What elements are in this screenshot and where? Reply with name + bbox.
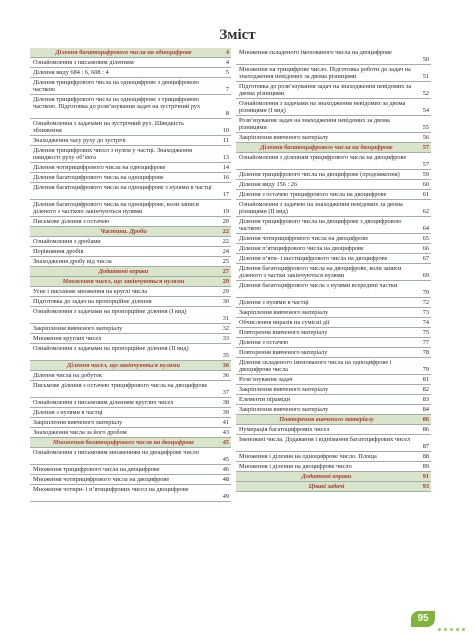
toc-entry-title: Ознайомлення з задачами на знаходження невідомих за двома різницями (I вид) [239, 100, 406, 115]
toc-entry-title: Підготовка до розв’язування задач на знаходження невідомих за двома різницями [239, 83, 412, 98]
toc-entry-title: Закріплення вивченого матеріалу [239, 134, 329, 141]
toc-entry [236, 405, 431, 415]
toc-entry [30, 146, 231, 163]
toc-entry-title: Множення і ділення на одноцифрове число. Площа [239, 453, 377, 460]
toc-entry-title: Ознайомлення з задачами на пропорційне ділення (II вид) [33, 345, 189, 352]
toc-entry-title: Повторення вивченого матеріалу [279, 416, 374, 423]
toc-entry-page: 10 [222, 126, 229, 134]
toc-entry-page: 43 [222, 428, 229, 436]
toc-entry-title: Ділення з остачею трицифрового числа на двоцифрове [239, 191, 387, 198]
toc-entry-page: 57 [422, 143, 429, 151]
toc-entry-page: 54 [422, 106, 429, 114]
toc-entry [30, 136, 231, 146]
toc-entry [236, 338, 431, 348]
toc-right-column [236, 48, 431, 492]
toc-entry [236, 264, 431, 281]
toc-entry-page: 38 [222, 398, 229, 406]
toc-entry [236, 328, 431, 338]
toc-entry [236, 99, 431, 116]
toc-entry-title: Ділення багатоцифрового числа на одноцифрове [55, 49, 192, 56]
toc-entry-title: Додаткові вправи [98, 268, 149, 275]
toc-entry [236, 435, 431, 452]
toc-entry-title: Повторення вивченого матеріалу [239, 329, 328, 336]
toc-entry-page: 32 [222, 324, 229, 332]
toc-entry [30, 183, 231, 200]
toc-entry-page: 55 [422, 123, 429, 131]
toc-entry-title: Ознайомлення з письмовим діленням [33, 59, 134, 66]
toc-entry [236, 254, 431, 264]
toc-entry [236, 298, 431, 308]
toc-entry-page: 36 [222, 371, 229, 379]
toc-entry-title: Елементи піраміди [239, 396, 290, 403]
toc-entry [236, 281, 431, 298]
toc-entry-title: Ділення числа на добуток [33, 372, 103, 379]
toc-entry-title: Ознайомлення з письмовим множенням на двоцифрове число [33, 449, 199, 456]
toc-section-heading [236, 472, 431, 482]
toc-entry-page: 45 [222, 438, 229, 446]
toc-entry-page: 70 [422, 288, 429, 296]
toc-entry-page: 88 [422, 452, 429, 460]
toc-entry [30, 485, 231, 502]
toc-entry-title: Множення чотири- і п’ятицифрових чисел на двоцифрове [33, 486, 189, 493]
toc-entry [236, 358, 431, 375]
toc-entry-page: 59 [422, 170, 429, 178]
toc-entry-title: Ділення виду 684 : 6, 608 : 4 [33, 69, 109, 76]
toc-entry [30, 217, 231, 227]
toc-entry [30, 297, 231, 307]
toc-entry-title: Письмове ділення з остачею трицифрового числа на двоцифрове [33, 382, 208, 389]
toc-entry [236, 153, 431, 170]
decorative-dots [438, 618, 468, 622]
toc-entry-page: 20 [222, 217, 229, 225]
toc-entry [30, 95, 231, 119]
toc-entry-title: Ділення трицифрового числа на двоцифрове (продовження) [239, 171, 400, 178]
toc-entry-page: 89 [422, 462, 429, 470]
toc-entry-title: Множення чисел, що закінчуються нулями [62, 278, 185, 285]
toc-entry-page: 39 [222, 408, 229, 416]
toc-section-heading [30, 267, 231, 277]
toc-entry-title: Ділення трицифрового числа на одноцифрове з трицифровою часткою. Підготовка до розв’язування задач на зустрічний рух [33, 96, 201, 111]
toc-entry [30, 344, 231, 361]
toc-section-heading [30, 361, 231, 371]
toc-entry-page: 83 [422, 395, 429, 403]
toc-entry-page: 29 [222, 277, 229, 285]
toc-entry [30, 200, 231, 217]
toc-entry-title: Ділення п’ятицифрового числа на двоцифрове [239, 245, 364, 252]
toc-entry [236, 395, 431, 405]
toc-entry [236, 244, 431, 254]
toc-entry-page: 22 [222, 237, 229, 245]
toc-entry-page: 81 [422, 375, 429, 383]
toc-entry-page: 5 [225, 68, 229, 76]
toc-entry-page: 30 [222, 297, 229, 305]
toc-entry-title: Ознайомлення з письмовим діленням круглих чисел [33, 399, 174, 406]
toc-entry-title: Ділення п’яти- і шестицифрового числа на двоцифрове [239, 255, 388, 262]
toc-entry-title: Ознайомлення з задачами на зустрічний рух. Швидкість зближення [33, 120, 184, 135]
toc-entry-page: 67 [422, 254, 429, 262]
toc-entry-page: 37 [222, 388, 229, 396]
toc-entry-title: Ділення з остачею [239, 339, 289, 346]
toc-entry [236, 133, 431, 143]
toc-entry-page: 69 [422, 271, 429, 279]
toc-entry-page: 29 [222, 287, 229, 295]
toc-entry [30, 381, 231, 398]
toc-entry-title: Закріплення вивченого матеріалу [239, 406, 329, 413]
toc-entry-page: 11 [222, 136, 229, 144]
toc-entry-page: 27 [222, 267, 229, 275]
toc-entry-page: 79 [422, 365, 429, 373]
toc-entry-page: 56 [422, 133, 429, 141]
toc-entry-title: Розв’язування задач на знаходження невідомих за двома різницями [239, 117, 390, 132]
toc-entry [30, 163, 231, 173]
toc-entry [236, 217, 431, 234]
toc-entry [30, 428, 231, 438]
toc-entry-title: Ділення виду 156 : 26 [239, 181, 298, 188]
toc-entry-title: Ділення багатоцифрового числа на одноцифрове, коли записи діленого з часткою закінчуються нулями [33, 201, 199, 216]
toc-entry-page: 24 [222, 247, 229, 255]
toc-entry [30, 68, 231, 78]
toc-entry-page: 73 [422, 308, 429, 316]
toc-entry [30, 307, 231, 324]
toc-entry [30, 408, 231, 418]
toc-entry [30, 448, 231, 465]
toc-entry-page: 19 [222, 207, 229, 215]
toc-entry [30, 418, 231, 428]
toc-entry-page: 41 [222, 418, 229, 426]
toc-entry-page: 33 [222, 334, 229, 342]
toc-entry-title: Ділення складеного іменованого числа на одноцифрове і двоцифрове числа [239, 359, 392, 374]
toc-entry [236, 375, 431, 385]
toc-entry-page: 61 [422, 190, 429, 198]
toc-entry [236, 116, 431, 133]
toc-entry [30, 58, 231, 68]
toc-entry-title: Множення чотирицифрового числа на двоцифрове [33, 476, 170, 483]
toc-entry-page: 74 [422, 318, 429, 326]
toc-entry-title: Множення на трицифрове число. Підготовка роботи до задач на знаходження невідомих за двома різницями [239, 66, 411, 81]
toc-entry-title: Ділення багатоцифрового числа на одноцифрове з нулями в частці [33, 184, 212, 191]
toc-entry [236, 82, 431, 99]
toc-entry-page: 52 [422, 89, 429, 97]
toc-entry-page: 14 [222, 163, 229, 171]
toc-section-heading [236, 482, 431, 492]
toc-entry-page: 62 [422, 207, 429, 215]
toc-entry [236, 348, 431, 358]
toc-entry-title: Ознайомлення з діленням трицифрового числа на двоцифрове [239, 154, 407, 161]
toc-entry [30, 334, 231, 344]
toc-entry-title: Множення багатоцифрового числа на двоцифрове [52, 439, 195, 446]
toc-entry-title: Письмове ділення з остачею [33, 218, 110, 225]
toc-entry [30, 475, 231, 485]
toc-entry-page: 45 [222, 455, 229, 463]
toc-entry-title: Повторення вивченого матеріалу [239, 349, 328, 356]
toc-entry-title: Частини. Дроби [100, 228, 147, 235]
toc-entry-title: Ділення чотирицифрового числа на одноцифрове [33, 164, 166, 171]
toc-entry [30, 78, 231, 95]
toc-entry-title: Ділення багатоцифрового числа на двоцифрове, коли записи діленого з частки закінчуються нулями [239, 265, 402, 280]
toc-entry-page: 17 [222, 190, 229, 198]
toc-entry-page: 51 [422, 72, 429, 80]
page-title: Зміст [219, 27, 256, 43]
toc-entry [30, 465, 231, 475]
toc-entry [236, 170, 431, 180]
toc-entry-title: Ділення багатоцифрового числа з нулями всередині частки [239, 282, 398, 289]
toc-entry-title: Ділення трицифрового числа на двоцифрове з двоцифровою часткою [239, 218, 402, 233]
toc-entry-page: 75 [422, 328, 429, 336]
toc-entry [30, 119, 231, 136]
toc-entry-page: 8 [225, 109, 229, 117]
toc-entry-page: 57 [422, 160, 429, 168]
toc-entry-page: 60 [422, 180, 429, 188]
toc-entry [30, 257, 231, 267]
toc-entry [236, 65, 431, 82]
toc-entry [30, 324, 231, 334]
toc-entry-page: 4 [225, 48, 229, 56]
toc-entry-title: Розв’язування задач [239, 376, 293, 383]
toc-entry-title: Ознайомлення з дробами [33, 238, 101, 245]
toc-entry [236, 234, 431, 244]
toc-entry-page: 7 [225, 85, 229, 93]
toc-section-heading [30, 227, 231, 237]
toc-entry-title: Закріплення вивченого матеріалу [239, 386, 329, 393]
toc-entry-page: 82 [422, 385, 429, 393]
toc-entry-page: 77 [422, 338, 429, 346]
toc-entry-title: Підготовка до задач на пропорційне ділення [33, 298, 152, 305]
toc-entry-title: Ознайомлення з задачами на пропорційне ділення (I вид) [33, 308, 187, 315]
toc-entry-title: Знаходження часу руху до зустрічі [33, 137, 126, 144]
toc-entry-page: 31 [222, 314, 229, 322]
toc-entry-title: Закріплення вивченого матеріалу [33, 325, 123, 332]
toc-entry-title: Закріплення вивченого матеріалу [33, 419, 123, 426]
toc-entry-title: Ділення трицифрових чисел з нулем у частці. Знаходження швидкості руху об’єкта [33, 147, 193, 162]
toc-entry-title: Закріплення вивченого матеріалу [239, 309, 329, 316]
toc-left-column [30, 48, 231, 502]
toc-entry-title: Цікаві задачі [308, 483, 345, 490]
toc-entry [30, 287, 231, 297]
toc-entry-title: Додаткові вправи [301, 473, 352, 480]
toc-entry-page: 66 [422, 244, 429, 252]
toc-entry-title: Знаходження числа за його дробом [33, 429, 127, 436]
toc-entry-title: Порівняння дробів [33, 248, 84, 255]
toc-entry-title: Множення складеного іменованого числа на двоцифрове [239, 49, 392, 56]
toc-entry-page: 86 [422, 415, 429, 423]
toc-entry-page: 64 [422, 224, 429, 232]
toc-section-heading [236, 415, 431, 425]
toc-entry-title: Ділення багатоцифрового числа на одноцифрове [33, 174, 164, 181]
toc-entry [236, 462, 431, 472]
toc-entry [236, 48, 431, 65]
toc-entry-title: Множення трицифрового числа на двоцифрове [33, 466, 160, 473]
toc-entry [236, 180, 431, 190]
toc-entry-page: 16 [222, 173, 229, 181]
toc-entry [30, 398, 231, 408]
toc-entry-title: Ділення трицифрового числа на одноцифрове з двоцифровою часткою [33, 79, 199, 94]
toc-entry-title: Знаходження дробу від числа [33, 258, 112, 265]
toc-section-heading [30, 277, 231, 287]
toc-section-heading [30, 48, 231, 58]
toc-entry-title: Ділення багатоцифрового числа на двоцифрове [260, 144, 393, 151]
toc-entry-page: 50 [422, 55, 429, 63]
toc-entry-page: 72 [422, 298, 429, 306]
toc-entry-page: 93 [422, 482, 429, 490]
toc-entry-page: 46 [222, 465, 229, 473]
toc-entry-page: 4 [225, 58, 229, 66]
toc-entry-title: Ділення з нулями в частці [33, 409, 103, 416]
toc-entry-page: 25 [222, 257, 229, 265]
toc-entry-page: 87 [422, 442, 429, 450]
toc-entry-page: 49 [222, 492, 229, 500]
toc-entry-page: 86 [422, 425, 429, 433]
toc-entry-title: Множення круглих чисел [33, 335, 102, 342]
toc-entry-page: 13 [222, 153, 229, 161]
toc-entry-page: 65 [422, 234, 429, 242]
toc-entry [30, 237, 231, 247]
toc-entry-page: 78 [422, 348, 429, 356]
toc-section-heading [236, 143, 431, 153]
toc-entry [236, 385, 431, 395]
toc-entry-title: Іменовані числа. Додавання і віднімання багатоцифрових чисел [239, 436, 411, 443]
toc-entry-title: Множення і ділення на двоцифрове число [239, 463, 352, 470]
toc-entry-page: 84 [422, 405, 429, 413]
toc-entry-title: Усне і письмове множення на круглі числа [33, 288, 148, 295]
toc-entry-title: Ділення чотирицифрового числа на двоцифрове [239, 235, 369, 242]
toc-section-heading [30, 438, 231, 448]
toc-entry-page: 22 [222, 227, 229, 235]
toc-entry-page: 91 [422, 472, 429, 480]
toc-entry-title: Нумерація багатоцифрових чисел [239, 426, 330, 433]
toc-entry-title: Обчислення виразів на сумісні дії [239, 319, 330, 326]
page-number-badge: 95 [411, 611, 435, 627]
toc-entry-title: Ознайомлення з задачею на знаходження невідомих за двома різницями (II вид) [239, 201, 403, 216]
toc-entry [236, 308, 431, 318]
toc-entry-page: 36 [222, 361, 229, 369]
toc-entry [236, 425, 431, 435]
toc-entry [30, 173, 231, 183]
toc-entry [236, 200, 431, 217]
toc-entry-page: 48 [222, 475, 229, 483]
toc-entry [236, 318, 431, 328]
toc-entry-title: Ділення з нулями в частці [239, 299, 309, 306]
toc-entry-title: Ділення чисел, що закінчуються нулями [67, 362, 180, 369]
toc-entry [236, 190, 431, 200]
toc-entry [30, 371, 231, 381]
toc-entry [30, 247, 231, 257]
toc-entry [236, 452, 431, 462]
toc-entry-page: 35 [222, 351, 229, 359]
